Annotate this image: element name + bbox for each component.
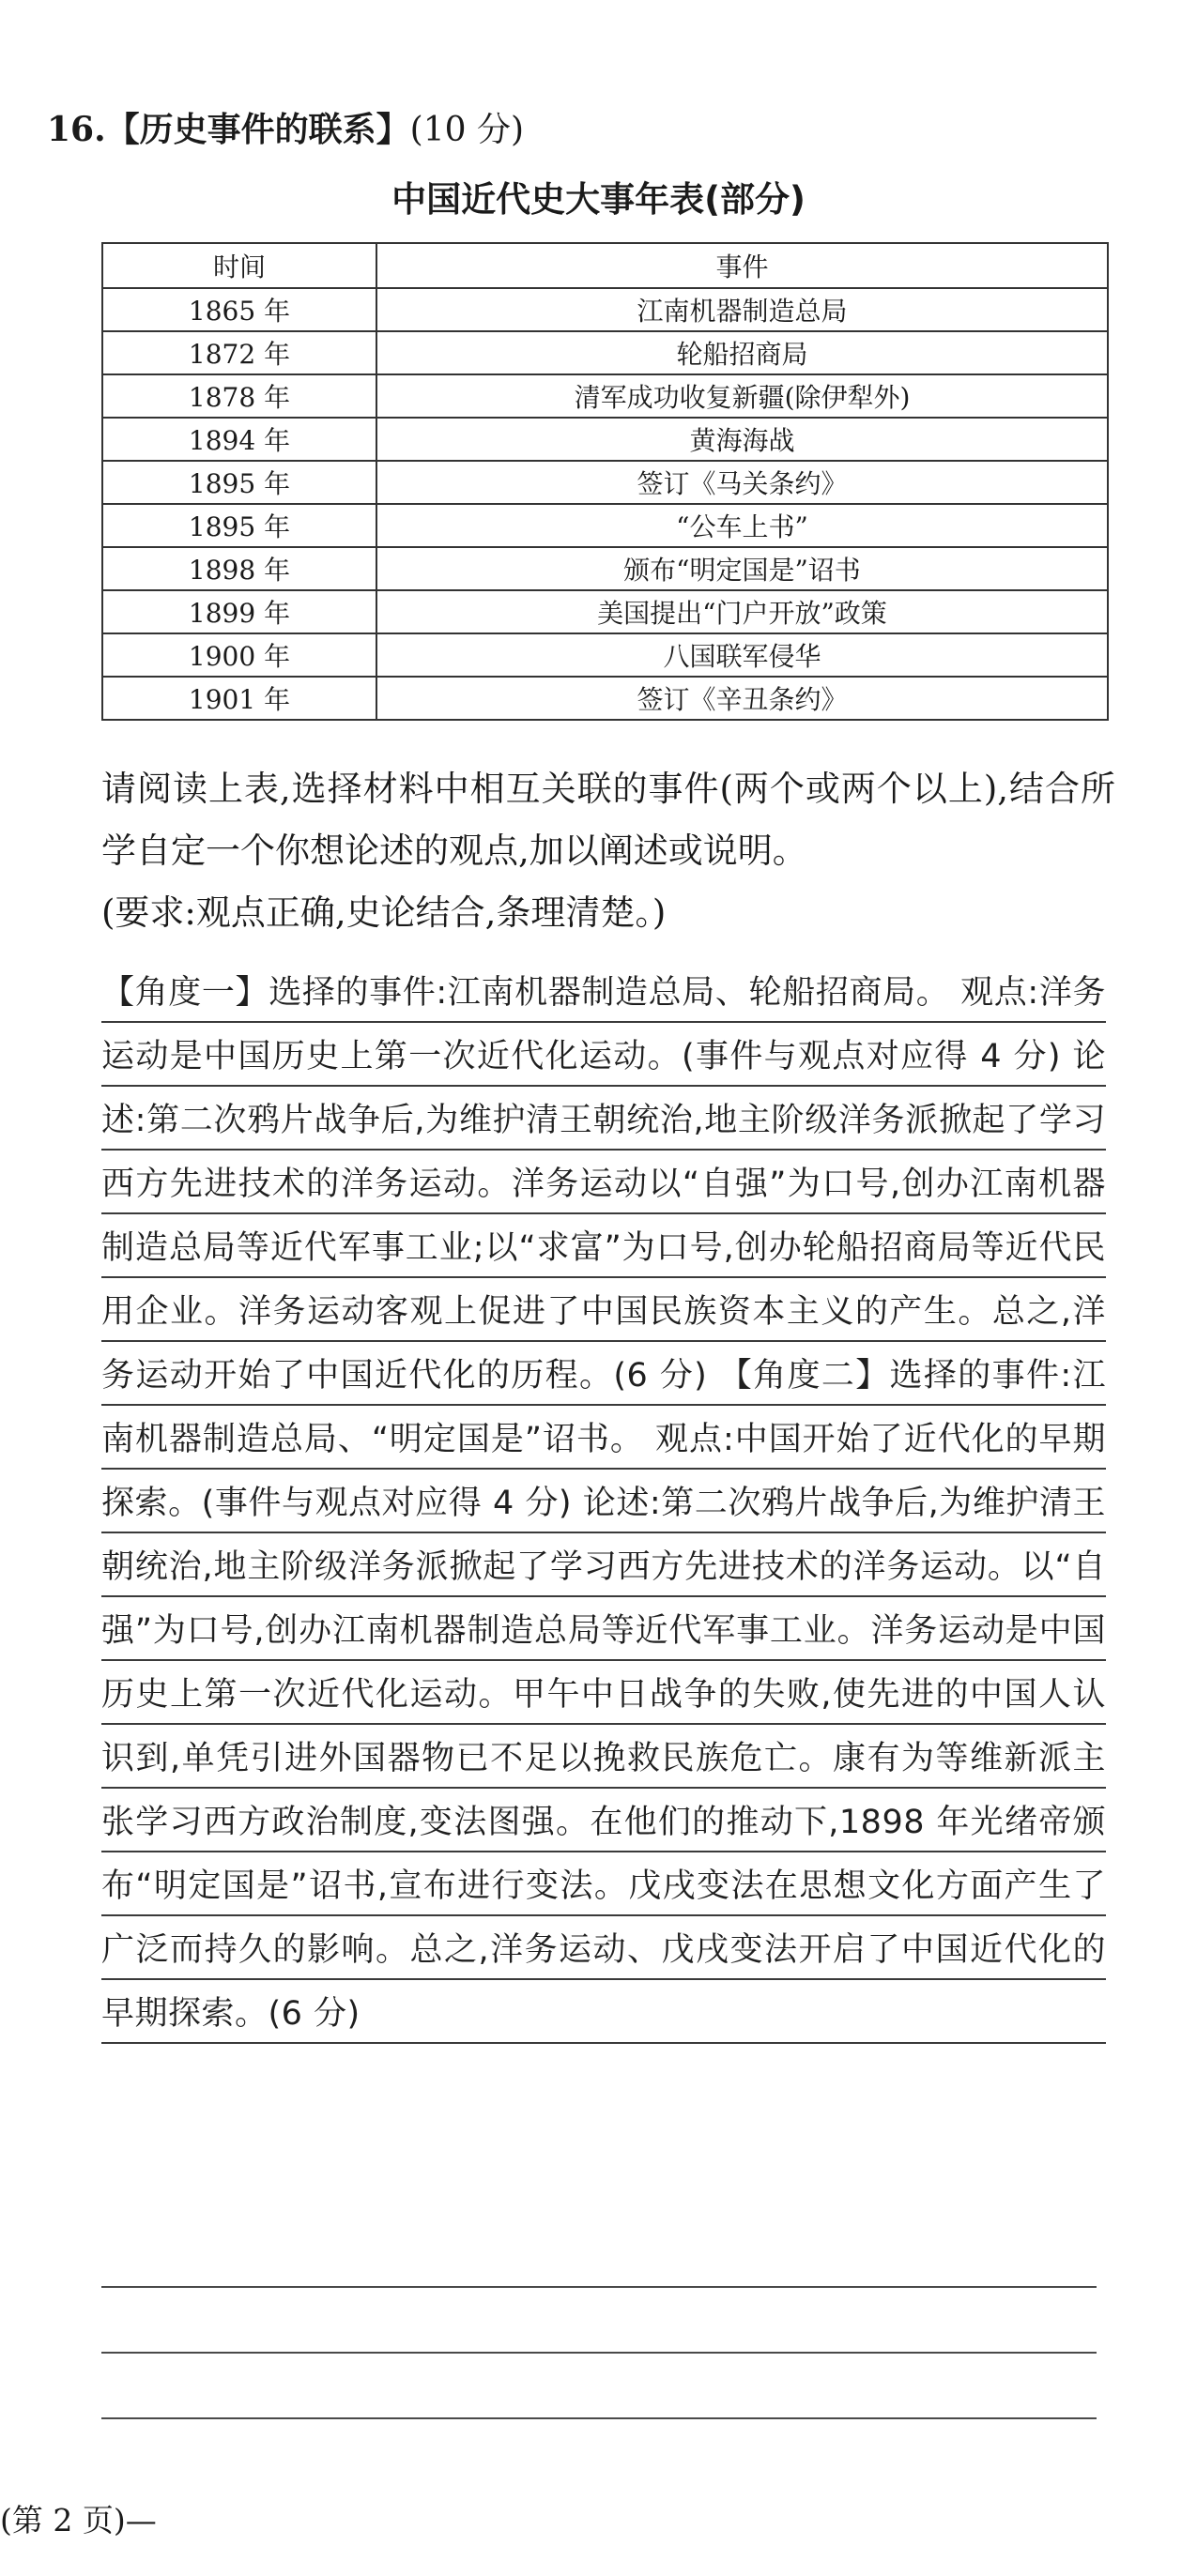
page-number: (第 2 页)— — [0, 2502, 157, 2538]
row-event: 八国联军侵华 — [376, 633, 1108, 677]
blank-line — [101, 2417, 1097, 2419]
table-row — [102, 677, 1108, 720]
instructions-text: 请阅读上表,选择材料中相互关联的事件(两个或两个以上),结合所学自定一个你想论述的观点,加以阐述或说明。 — [101, 769, 1115, 871]
question-header — [47, 103, 524, 151]
table-row — [102, 590, 1108, 633]
row-time: 1895 年 — [102, 461, 376, 504]
row-event: “公车上书” — [376, 504, 1108, 547]
blank-line — [101, 2352, 1097, 2354]
events-table — [101, 242, 1109, 721]
table-row — [102, 547, 1108, 590]
row-event: 江南机器制造总局 — [376, 288, 1108, 331]
question-topic: 【历史事件的联系】 — [105, 111, 410, 149]
row-event: 签订《辛丑条约》 — [376, 677, 1108, 720]
table-header-row — [102, 243, 1108, 288]
row-time: 1899 年 — [102, 590, 376, 633]
row-event: 清军成功收复新疆(除伊犁外) — [376, 374, 1108, 418]
answer-text: 【角度一】选择的事件:江南机器制造总局、轮船招商局。 观点:洋务运动是中国历史上第一次近代化运动。(事件与观点对应得 4 分) 论述:第二次鸦片战争后,为维护清王朝统治,地主阶级洋务派掀起了学习西方先进技术的洋务运动。洋务运动以“自强”为口号,创办江南机器制造总局等近代军事工业;以“求富”为口号,创办轮船招商局等近代民用企业。洋务运动客观上促进了中国民族资本主义的产生。总之,洋务运动开始了中国近代化的历程。(6 分) 【角度二】选择的事件:江南机器制造总局、“明定国是”诏书。 观点:中国开始了近代化的早期探索。(事件与观点对应得 4 分) 论述:第二次鸦片战争后,为维护清王朝统治,地主阶级洋务派掀起了学习西方先进技术的洋务运动。以“自强”为口号,创办江南机器制造总局等近代军事工业。洋务运动是中国历史上第一次近代化运动。甲午中日战争的失败,使先进的中国人认识到,单凭引进外国器物已不足以挽救民族危亡。康有为等维新派主张学习西方政治制度,变法图强。在他们的推动下,1898 年光绪帝颁布“明定国是”诏书,宣布进行变法。戊戌变法在思想文化方面产生了广泛而持久的影响。总之,洋务运动、戊戌变法开启了中国近代化的早期探索。(6 分) — [101, 961, 1106, 2046]
table-row — [102, 461, 1108, 504]
question-number: 16. — [47, 110, 106, 149]
row-time: 1894 年 — [102, 418, 376, 461]
instructions-requirement: (要求:观点正确,史论结合,条理清楚。) — [101, 892, 667, 933]
table-row — [102, 374, 1108, 418]
column-header-time: 时间 — [102, 243, 376, 288]
row-event: 签订《马关条约》 — [376, 461, 1108, 504]
row-time: 1898 年 — [102, 547, 376, 590]
row-time: 1901 年 — [102, 677, 376, 720]
row-event: 颁布“明定国是”诏书 — [376, 547, 1108, 590]
row-time: 1895 年 — [102, 504, 376, 547]
column-header-event: 事件 — [376, 243, 1108, 288]
table-row — [102, 633, 1108, 677]
row-event: 轮船招商局 — [376, 331, 1108, 374]
row-event: 美国提出“门户开放”政策 — [376, 590, 1108, 633]
table-row — [102, 331, 1108, 374]
table-row — [102, 504, 1108, 547]
question-instructions — [101, 758, 1115, 944]
row-time: 1865 年 — [102, 288, 376, 331]
table-row — [102, 418, 1108, 461]
question-score: (10 分) — [409, 111, 524, 149]
blank-answer-lines — [101, 2286, 1097, 2483]
table-row — [102, 288, 1108, 331]
row-time: 1872 年 — [102, 331, 376, 374]
row-event: 黄海海战 — [376, 418, 1108, 461]
row-time: 1900 年 — [102, 633, 376, 677]
table-title: 中国近代史大事年表(部分) — [391, 179, 806, 220]
row-time: 1878 年 — [102, 374, 376, 418]
blank-line — [101, 2286, 1097, 2288]
